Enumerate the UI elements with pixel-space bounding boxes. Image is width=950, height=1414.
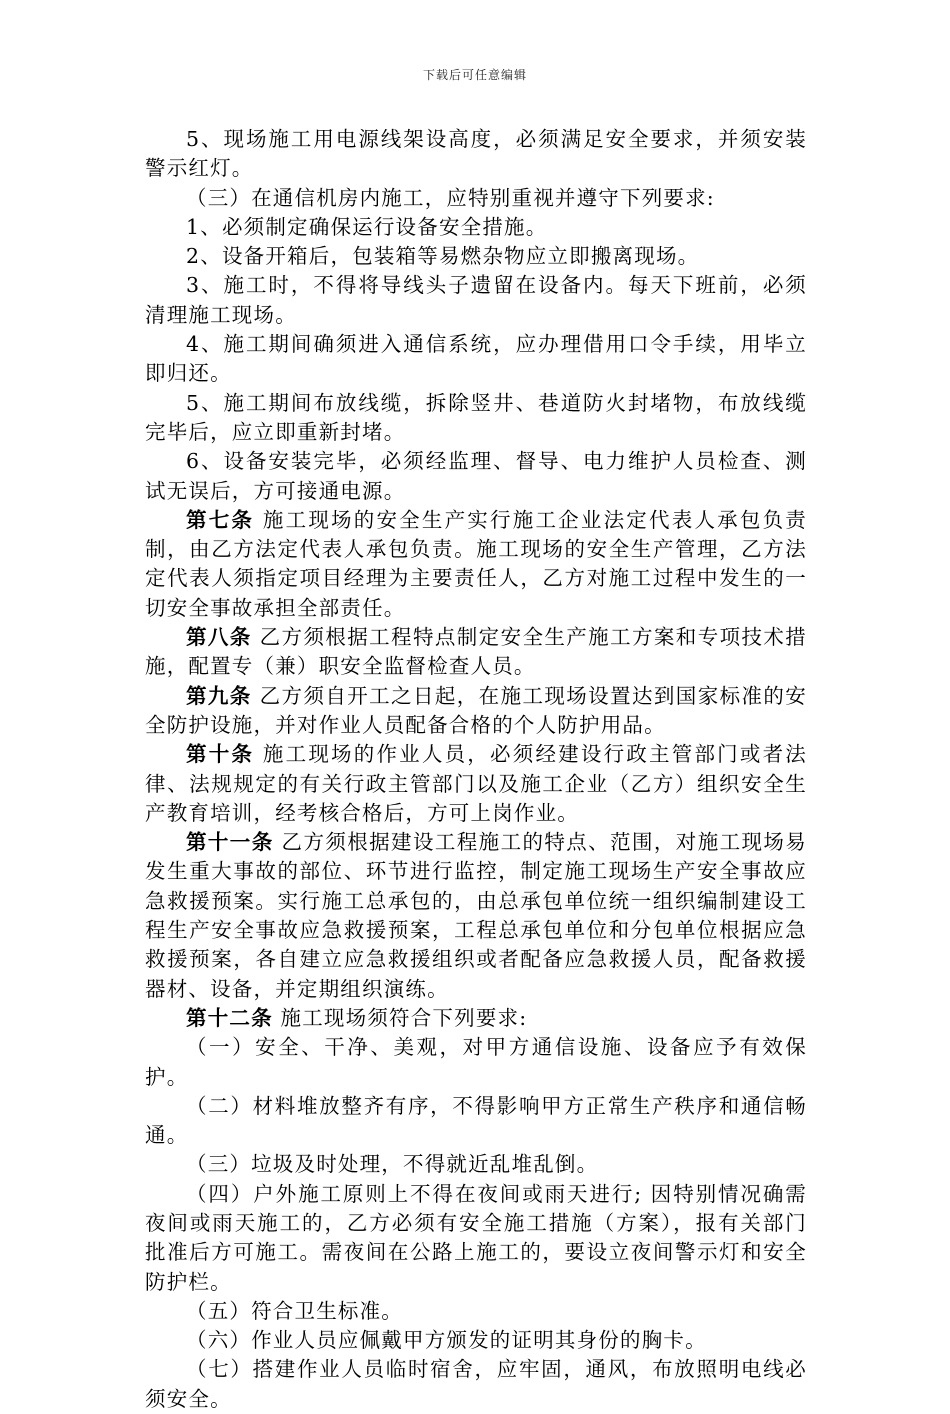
paragraph: （三）在通信机房内施工，应特别重视并遵守下列要求: bbox=[186, 185, 715, 210]
paragraph: 5、施工期间布放线缆，拆除竖井、巷道防火封堵物，布放线缆完毕后，应立即重新封堵。 bbox=[145, 390, 807, 444]
paragraph: 2、设备开箱后，包装箱等易燃杂物应立即搬离现场。 bbox=[186, 244, 700, 269]
paragraph: 4、施工期间确须进入通信系统，应办理借用口令手续，用毕立即归还。 bbox=[145, 332, 807, 386]
paragraph: 3、施工时，不得将导线头子遗留在设备内。每天下班前，必须清理施工现场。 bbox=[145, 273, 807, 327]
article-text: 乙方须根据建设工程施工的特点、范围，对施工现场易发生重大事故的部位、环节进行监控，制定施工现场生产安全事故应急救援预案。实行施工总承包的，由总承包单位统一组织编制建设工程生产安全事故应急救援预案，工程总承包单位和分包单位根据应急救援预案，各自建立应急救援组织或者配备应急救援人员，配备救援器材、设备，并定期组织演练。 bbox=[145, 830, 808, 1001]
paragraph: （七）搭建作业人员临时宿舍，应牢固，通风，布放照明电线必须安全。 bbox=[145, 1357, 807, 1411]
paragraph: （三）垃圾及时处理，不得就近乱堆乱倒。 bbox=[186, 1152, 599, 1177]
article-11 bbox=[145, 828, 807, 1004]
page-header: 下载后可任意编辑 bbox=[422, 68, 527, 82]
article-7 bbox=[145, 506, 807, 623]
paragraph: 6、设备安装完毕，必须经监理、督导、电力维护人员检查、测试无误后，方可接通电源。 bbox=[145, 449, 807, 503]
article-10 bbox=[145, 740, 807, 828]
article-label: 第九条 bbox=[186, 683, 252, 708]
paragraph: （六）作业人员应佩戴甲方颁发的证明其身份的胸卡。 bbox=[186, 1328, 707, 1353]
paragraph: （四）户外施工原则上不得在夜间或雨天进行; 因特别情况确需夜间或雨天施工的，乙方必须有安全施工措施（方案），报有关部门批准后方可施工。需夜间在公路上施工的，要设立夜间警示灯和安全防护栏。 bbox=[145, 1181, 807, 1294]
article-8 bbox=[145, 623, 807, 682]
article-9 bbox=[145, 682, 807, 741]
paragraph: （五）符合卫生标准。 bbox=[186, 1298, 403, 1323]
paragraph: （二）材料堆放整齐有序，不得影响甲方正常生产秩序和通信畅通。 bbox=[145, 1093, 807, 1148]
paragraph: 1、必须制定确保运行设备安全措施。 bbox=[186, 214, 548, 239]
article-label: 第十二条 bbox=[186, 1005, 273, 1030]
article-label: 第七条 bbox=[186, 507, 255, 532]
article-text: 施工现场的作业人员，必须经建设行政主管部门或者法律、法规规定的有关行政主管部门以及施工企业（乙方）组织安全生产教育培训，经考核合格后，方可上岗作业。 bbox=[145, 742, 808, 825]
paragraph: 5、现场施工用电源线架设高度，必须满足安全要求，并须安装警示红灯。 bbox=[145, 127, 807, 181]
article-label: 第八条 bbox=[186, 625, 252, 650]
article-text: 施工现场须符合下列要求: bbox=[272, 1005, 528, 1030]
article-text: 施工现场的安全生产实行施工企业法定代表人承包负责制，由乙方法定代表人承包负责。施工现场的安全生产管理，乙方法定代表人须指定项目经理为主要责任人，乙方对施工过程中发生的一切安全事故承担全部责任。 bbox=[145, 507, 808, 620]
article-label: 第十一条 bbox=[186, 830, 274, 855]
article-12 bbox=[145, 1004, 807, 1033]
article-text: 乙方须根据工程特点制定安全生产施工方案和专项技术措施，配置专（兼）职安全监督检查人员。 bbox=[145, 625, 807, 679]
article-label: 第十条 bbox=[186, 742, 255, 767]
article-text: 乙方须自开工之日起，在施工现场设置达到国家标准的安全防护设施，并对作业人员配备合格的个人防护用品。 bbox=[145, 683, 807, 737]
paragraph: （一）安全、干净、美观，对甲方通信设施、设备应予有效保护。 bbox=[145, 1035, 807, 1089]
document-body bbox=[145, 125, 807, 1414]
